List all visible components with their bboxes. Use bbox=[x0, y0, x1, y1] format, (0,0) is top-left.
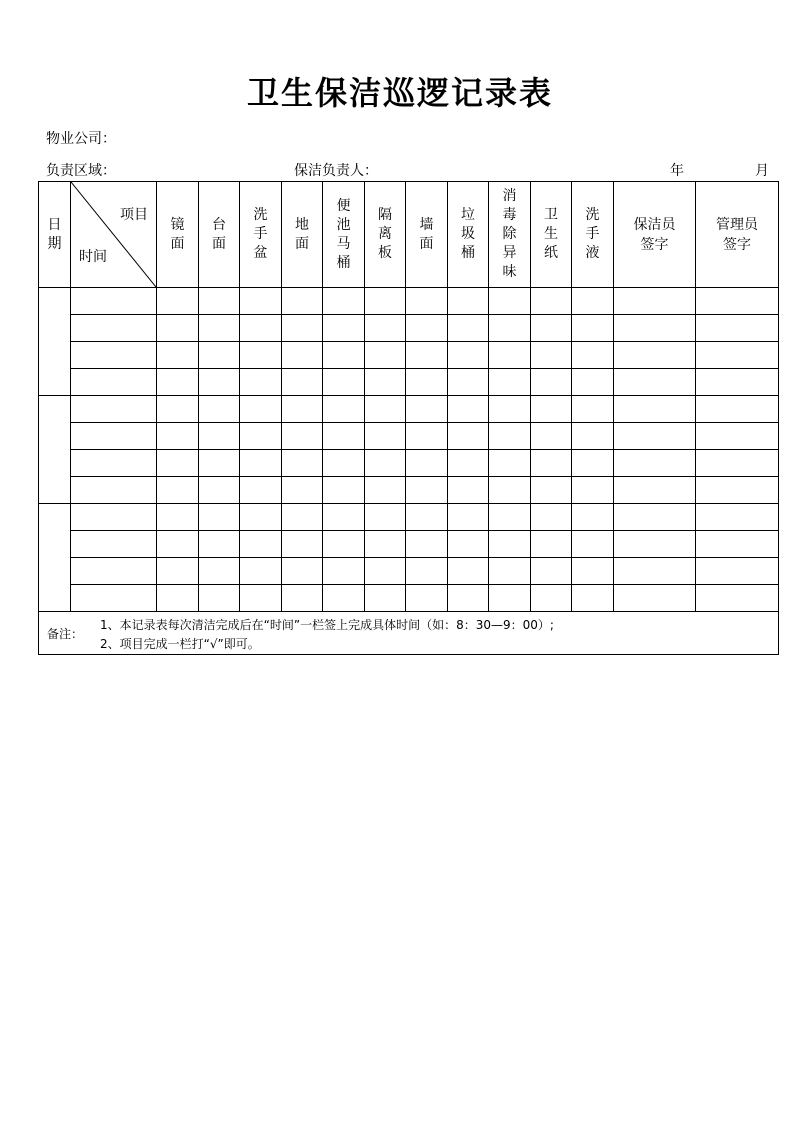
check-cell-mirror[interactable] bbox=[157, 396, 199, 423]
check-cell-counter[interactable] bbox=[199, 477, 240, 504]
check-cell-partition[interactable] bbox=[365, 504, 406, 531]
check-cell-deodorize[interactable] bbox=[489, 342, 531, 369]
check-cell-washbasin[interactable] bbox=[240, 531, 282, 558]
column-header-label: 台面 bbox=[212, 216, 226, 252]
table-row bbox=[39, 531, 779, 558]
column-header-label: 隔离板 bbox=[378, 207, 392, 261]
column-header-label: 墙面 bbox=[419, 216, 434, 252]
check-cell-cleaner-sign[interactable] bbox=[614, 288, 696, 315]
check-cell-manager-sign[interactable] bbox=[696, 423, 779, 450]
check-cell-counter[interactable] bbox=[199, 288, 240, 315]
table-row bbox=[39, 585, 779, 612]
check-cell-toilet[interactable] bbox=[323, 342, 365, 369]
check-cell-partition[interactable] bbox=[365, 288, 406, 315]
column-header-floor bbox=[282, 182, 323, 288]
check-cell-mirror[interactable] bbox=[157, 585, 199, 612]
column-header-label: 保洁员签字 bbox=[633, 216, 676, 253]
check-cell-deodorize[interactable] bbox=[489, 396, 531, 423]
header-row bbox=[39, 182, 779, 288]
check-cell-washbasin[interactable] bbox=[240, 288, 282, 315]
table-row bbox=[39, 423, 779, 450]
check-cell-trash-bin[interactable] bbox=[448, 423, 489, 450]
time-cell[interactable] bbox=[71, 369, 157, 396]
check-cell-washbasin[interactable] bbox=[240, 558, 282, 585]
check-cell-toilet-paper[interactable] bbox=[531, 450, 572, 477]
check-cell-washbasin[interactable] bbox=[240, 504, 282, 531]
column-header-label: 管理员签字 bbox=[715, 216, 758, 253]
check-cell-toilet[interactable] bbox=[323, 288, 365, 315]
check-cell-washbasin[interactable] bbox=[240, 396, 282, 423]
check-cell-hand-soap[interactable] bbox=[572, 342, 614, 369]
check-cell-mirror[interactable] bbox=[157, 504, 199, 531]
check-cell-partition[interactable] bbox=[365, 342, 406, 369]
check-cell-counter[interactable] bbox=[199, 396, 240, 423]
time-cell[interactable] bbox=[71, 315, 157, 342]
time-cell[interactable] bbox=[71, 531, 157, 558]
check-cell-trash-bin[interactable] bbox=[448, 531, 489, 558]
check-cell-washbasin[interactable] bbox=[240, 450, 282, 477]
table-row bbox=[39, 342, 779, 369]
check-cell-deodorize[interactable] bbox=[489, 531, 531, 558]
check-cell-floor[interactable] bbox=[282, 585, 323, 612]
check-cell-counter[interactable] bbox=[199, 369, 240, 396]
check-cell-hand-soap[interactable] bbox=[572, 369, 614, 396]
check-cell-counter[interactable] bbox=[199, 315, 240, 342]
check-cell-wall[interactable] bbox=[406, 585, 448, 612]
check-cell-toilet-paper[interactable] bbox=[531, 585, 572, 612]
check-cell-deodorize[interactable] bbox=[489, 450, 531, 477]
check-cell-partition[interactable] bbox=[365, 396, 406, 423]
column-header-label: 消毒除异味 bbox=[502, 188, 517, 280]
check-cell-mirror[interactable] bbox=[157, 423, 199, 450]
remarks-row bbox=[39, 612, 779, 655]
check-cell-mirror[interactable] bbox=[157, 288, 199, 315]
check-cell-deodorize[interactable] bbox=[489, 315, 531, 342]
diagonal-divider bbox=[71, 182, 156, 287]
check-cell-toilet-paper[interactable] bbox=[531, 342, 572, 369]
month-label: 月 bbox=[755, 163, 769, 179]
check-cell-wall[interactable] bbox=[406, 531, 448, 558]
check-cell-trash-bin[interactable] bbox=[448, 585, 489, 612]
check-cell-wall[interactable] bbox=[406, 315, 448, 342]
check-cell-counter[interactable] bbox=[199, 504, 240, 531]
check-cell-toilet[interactable] bbox=[323, 369, 365, 396]
remarks-block bbox=[39, 612, 778, 654]
check-cell-partition[interactable] bbox=[365, 315, 406, 342]
check-cell-trash-bin[interactable] bbox=[448, 477, 489, 504]
table-row bbox=[39, 288, 779, 315]
check-cell-hand-soap[interactable] bbox=[572, 450, 614, 477]
check-cell-wall[interactable] bbox=[406, 504, 448, 531]
date-header bbox=[39, 182, 71, 288]
check-cell-floor[interactable] bbox=[282, 369, 323, 396]
time-header-label: 时间 bbox=[79, 249, 107, 265]
check-cell-manager-sign[interactable] bbox=[696, 315, 779, 342]
check-cell-wall[interactable] bbox=[406, 558, 448, 585]
check-cell-hand-soap[interactable] bbox=[572, 531, 614, 558]
check-cell-wall[interactable] bbox=[406, 396, 448, 423]
item-header-label: 项目 bbox=[120, 207, 148, 223]
check-cell-hand-soap[interactable] bbox=[572, 288, 614, 315]
column-header-mirror bbox=[157, 182, 199, 288]
date-header-label: 日期 bbox=[47, 216, 62, 252]
date-cell[interactable] bbox=[39, 396, 71, 504]
column-header-partition bbox=[365, 182, 406, 288]
column-header-cleaner-sign bbox=[614, 182, 696, 288]
check-cell-mirror[interactable] bbox=[157, 369, 199, 396]
time-cell[interactable] bbox=[71, 504, 157, 531]
check-cell-toilet-paper[interactable] bbox=[531, 558, 572, 585]
check-cell-toilet[interactable] bbox=[323, 558, 365, 585]
check-cell-hand-soap[interactable] bbox=[572, 396, 614, 423]
table-row bbox=[39, 396, 779, 423]
check-cell-manager-sign[interactable] bbox=[696, 558, 779, 585]
check-cell-partition[interactable] bbox=[365, 477, 406, 504]
check-cell-partition[interactable] bbox=[365, 369, 406, 396]
check-cell-deodorize[interactable] bbox=[489, 558, 531, 585]
check-cell-manager-sign[interactable] bbox=[696, 585, 779, 612]
check-cell-hand-soap[interactable] bbox=[572, 558, 614, 585]
remarks-line-1: 1、本记录表每次清洁完成后在“时间”一栏签上完成具体时间（如：8：30—9：00）; bbox=[100, 618, 554, 632]
check-cell-cleaner-sign[interactable] bbox=[614, 531, 696, 558]
table-row bbox=[39, 315, 779, 342]
check-cell-cleaner-sign[interactable] bbox=[614, 342, 696, 369]
check-cell-toilet-paper[interactable] bbox=[531, 423, 572, 450]
remarks-line-2: 2、项目完成一栏打“√”即可。 bbox=[100, 637, 260, 651]
check-cell-toilet[interactable] bbox=[323, 423, 365, 450]
check-cell-mirror[interactable] bbox=[157, 531, 199, 558]
check-cell-floor[interactable] bbox=[282, 450, 323, 477]
check-cell-toilet[interactable] bbox=[323, 450, 365, 477]
check-cell-trash-bin[interactable] bbox=[448, 396, 489, 423]
check-cell-counter[interactable] bbox=[199, 342, 240, 369]
check-cell-trash-bin[interactable] bbox=[448, 450, 489, 477]
check-cell-toilet-paper[interactable] bbox=[531, 369, 572, 396]
time-cell[interactable] bbox=[71, 558, 157, 585]
check-cell-toilet[interactable] bbox=[323, 531, 365, 558]
check-cell-deodorize[interactable] bbox=[489, 477, 531, 504]
check-cell-mirror[interactable] bbox=[157, 342, 199, 369]
column-header-manager-sign bbox=[696, 182, 779, 288]
column-header-trash-bin bbox=[448, 182, 489, 288]
check-cell-counter[interactable] bbox=[199, 558, 240, 585]
time-cell[interactable] bbox=[71, 585, 157, 612]
table-row bbox=[39, 477, 779, 504]
check-cell-manager-sign[interactable] bbox=[696, 369, 779, 396]
check-cell-deodorize[interactable] bbox=[489, 369, 531, 396]
check-cell-toilet-paper[interactable] bbox=[531, 288, 572, 315]
check-cell-toilet[interactable] bbox=[323, 315, 365, 342]
item-time-header bbox=[71, 182, 157, 288]
check-cell-washbasin[interactable] bbox=[240, 342, 282, 369]
check-cell-counter[interactable] bbox=[199, 450, 240, 477]
check-cell-hand-soap[interactable] bbox=[572, 423, 614, 450]
check-cell-floor[interactable] bbox=[282, 315, 323, 342]
check-cell-wall[interactable] bbox=[406, 369, 448, 396]
check-cell-toilet[interactable] bbox=[323, 585, 365, 612]
check-cell-mirror[interactable] bbox=[157, 450, 199, 477]
cleaner-label: 保洁负责人： bbox=[294, 163, 378, 179]
check-cell-manager-sign[interactable] bbox=[696, 504, 779, 531]
column-header-label: 地面 bbox=[295, 216, 309, 252]
remarks-label: 备注： bbox=[47, 627, 84, 641]
check-cell-toilet-paper[interactable] bbox=[531, 396, 572, 423]
check-cell-trash-bin[interactable] bbox=[448, 342, 489, 369]
year-label: 年 bbox=[670, 163, 684, 179]
check-cell-hand-soap[interactable] bbox=[572, 477, 614, 504]
check-cell-trash-bin[interactable] bbox=[448, 369, 489, 396]
check-cell-mirror[interactable] bbox=[157, 315, 199, 342]
column-header-label: 洗手盆 bbox=[253, 207, 268, 261]
check-cell-toilet-paper[interactable] bbox=[531, 477, 572, 504]
check-cell-wall[interactable] bbox=[406, 450, 448, 477]
check-cell-washbasin[interactable] bbox=[240, 585, 282, 612]
check-cell-deodorize[interactable] bbox=[489, 288, 531, 315]
time-cell[interactable] bbox=[71, 288, 157, 315]
check-cell-cleaner-sign[interactable] bbox=[614, 585, 696, 612]
check-cell-hand-soap[interactable] bbox=[572, 315, 614, 342]
check-cell-cleaner-sign[interactable] bbox=[614, 477, 696, 504]
patrol-record-table bbox=[38, 181, 779, 655]
column-header-washbasin bbox=[240, 182, 282, 288]
check-cell-mirror[interactable] bbox=[157, 477, 199, 504]
column-header-label: 便池马桶 bbox=[336, 197, 351, 271]
check-cell-toilet[interactable] bbox=[323, 504, 365, 531]
check-cell-floor[interactable] bbox=[282, 396, 323, 423]
check-cell-hand-soap[interactable] bbox=[572, 585, 614, 612]
check-cell-counter[interactable] bbox=[199, 531, 240, 558]
column-header-counter bbox=[199, 182, 240, 288]
check-cell-partition[interactable] bbox=[365, 558, 406, 585]
table-row bbox=[39, 450, 779, 477]
check-cell-manager-sign[interactable] bbox=[696, 288, 779, 315]
date-cell[interactable] bbox=[39, 504, 71, 612]
check-cell-manager-sign[interactable] bbox=[696, 477, 779, 504]
check-cell-partition[interactable] bbox=[365, 585, 406, 612]
check-cell-trash-bin[interactable] bbox=[448, 558, 489, 585]
check-cell-floor[interactable] bbox=[282, 423, 323, 450]
area-label: 负责区域： bbox=[46, 163, 116, 179]
column-header-hand-soap bbox=[572, 182, 614, 288]
time-cell[interactable] bbox=[71, 450, 157, 477]
column-header-wall bbox=[406, 182, 448, 288]
check-cell-wall[interactable] bbox=[406, 423, 448, 450]
check-cell-trash-bin[interactable] bbox=[448, 504, 489, 531]
check-cell-cleaner-sign[interactable] bbox=[614, 396, 696, 423]
check-cell-floor[interactable] bbox=[282, 477, 323, 504]
check-cell-floor[interactable] bbox=[282, 504, 323, 531]
check-cell-partition[interactable] bbox=[365, 450, 406, 477]
check-cell-manager-sign[interactable] bbox=[696, 531, 779, 558]
check-cell-cleaner-sign[interactable] bbox=[614, 315, 696, 342]
check-cell-manager-sign[interactable] bbox=[696, 396, 779, 423]
check-cell-cleaner-sign[interactable] bbox=[614, 450, 696, 477]
check-cell-partition[interactable] bbox=[365, 423, 406, 450]
column-header-label: 镜面 bbox=[170, 216, 185, 252]
company-label: 物业公司： bbox=[46, 131, 116, 147]
check-cell-trash-bin[interactable] bbox=[448, 288, 489, 315]
column-header-label: 卫生纸 bbox=[544, 207, 558, 261]
check-cell-manager-sign[interactable] bbox=[696, 450, 779, 477]
check-cell-counter[interactable] bbox=[199, 585, 240, 612]
remarks-cell bbox=[39, 612, 779, 655]
column-header-label: 洗手液 bbox=[585, 207, 600, 261]
time-cell[interactable] bbox=[71, 396, 157, 423]
check-cell-washbasin[interactable] bbox=[240, 315, 282, 342]
check-cell-counter[interactable] bbox=[199, 423, 240, 450]
column-header-toilet bbox=[323, 182, 365, 288]
check-cell-toilet-paper[interactable] bbox=[531, 315, 572, 342]
check-cell-cleaner-sign[interactable] bbox=[614, 558, 696, 585]
check-cell-floor[interactable] bbox=[282, 558, 323, 585]
column-header-deodorize bbox=[489, 182, 531, 288]
check-cell-toilet[interactable] bbox=[323, 477, 365, 504]
check-cell-wall[interactable] bbox=[406, 288, 448, 315]
check-cell-toilet[interactable] bbox=[323, 396, 365, 423]
check-cell-deodorize[interactable] bbox=[489, 585, 531, 612]
time-cell[interactable] bbox=[71, 342, 157, 369]
check-cell-cleaner-sign[interactable] bbox=[614, 423, 696, 450]
check-cell-manager-sign[interactable] bbox=[696, 342, 779, 369]
date-cell[interactable] bbox=[39, 288, 71, 396]
check-cell-washbasin[interactable] bbox=[240, 477, 282, 504]
check-cell-floor[interactable] bbox=[282, 288, 323, 315]
check-cell-partition[interactable] bbox=[365, 531, 406, 558]
column-header-toilet-paper bbox=[531, 182, 572, 288]
check-cell-trash-bin[interactable] bbox=[448, 315, 489, 342]
check-cell-cleaner-sign[interactable] bbox=[614, 504, 696, 531]
check-cell-deodorize[interactable] bbox=[489, 423, 531, 450]
check-cell-washbasin[interactable] bbox=[240, 369, 282, 396]
check-cell-deodorize[interactable] bbox=[489, 504, 531, 531]
time-cell[interactable] bbox=[71, 477, 157, 504]
check-cell-mirror[interactable] bbox=[157, 558, 199, 585]
check-cell-floor[interactable] bbox=[282, 342, 323, 369]
table-row bbox=[39, 558, 779, 585]
check-cell-toilet-paper[interactable] bbox=[531, 504, 572, 531]
time-cell[interactable] bbox=[71, 423, 157, 450]
check-cell-hand-soap[interactable] bbox=[572, 504, 614, 531]
check-cell-floor[interactable] bbox=[282, 531, 323, 558]
page-title: 卫生保洁巡逻记录表 bbox=[246, 74, 553, 112]
check-cell-washbasin[interactable] bbox=[240, 423, 282, 450]
check-cell-wall[interactable] bbox=[406, 342, 448, 369]
check-cell-toilet-paper[interactable] bbox=[531, 531, 572, 558]
column-header-label: 垃圾桶 bbox=[461, 207, 475, 261]
table-row bbox=[39, 369, 779, 396]
check-cell-cleaner-sign[interactable] bbox=[614, 369, 696, 396]
check-cell-wall[interactable] bbox=[406, 477, 448, 504]
table-row bbox=[39, 504, 779, 531]
